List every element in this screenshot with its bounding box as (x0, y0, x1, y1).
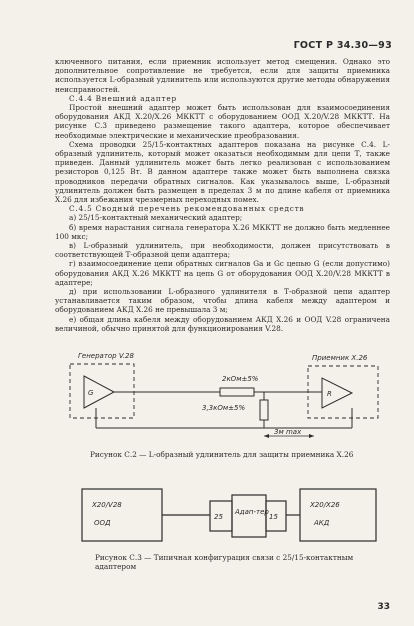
dte-box (82, 489, 162, 541)
paragraph-wiring: Схема проводки 25/15-контактных адаптеров показана на рисунке С.4. L-образный удлинитель, который может оказаться необходимым для цепи Т, также приведен. Данный удлинитель может быть легко реализован с использованием резисторов 0,125 Вт. В данном адаптере также может быть выполнена связка проводников передачи обратных сигналов. Как указывалось выше, L-образный удлинитель должен быть размещен в пределах 3 м по длине кабеля от приемника X.26 для избежания чрезмерных переходных помех. (55, 139, 390, 205)
connector-15-label: 15 (269, 513, 278, 521)
list-item-e: е) общая длина кабеля между оборудованием АКД X.26 и ООД V.28 ограничена величиной, обычно принятой для функционирования V.28. (55, 314, 390, 333)
paragraph-external-adapter: Простой внешний адаптер может быть использован для взаимосоединения оборудования АКД X.20/X.26 МККТТ с оборудованием ООД X.20/V.28 МККТТ. На рисунке С.3 приведено размещение такого адаптера, которое обеспечивает необходимые электрические и механические преобразования. (55, 103, 390, 140)
adapter-box (232, 495, 266, 537)
figure-adapter-config (60, 481, 380, 549)
page-header: ГОСТ Р 34.30—93 (293, 40, 392, 51)
section-heading-c44: С.4.4 Внешний адаптер (69, 93, 177, 103)
length-arrow-right (309, 434, 314, 438)
connector-25-label: 25 (214, 513, 223, 521)
dte-line2: ООД (94, 519, 111, 527)
figure-l-extender-diagram (52, 348, 390, 444)
list-item-g: г) взаимосоединение цепи обратных сигналов Ga и Gc цепью G (если допустимо) оборудования АКД X.26 МККТТ на цепь G от оборудования ООД X.20/V.28 МККТТ в адаптере; (55, 259, 390, 287)
dce-box (300, 489, 376, 541)
resistor-3k3-label: 3,3кОм±5% (202, 404, 246, 412)
receiver-label: Приемник X.26 (312, 354, 368, 362)
length-label: 3м max (274, 428, 302, 436)
figure2-caption: Рисунок С.3 — Типичная конфигурация связи с 25/15-контактным адаптером (95, 553, 354, 571)
dce-line1: X20/X26 (310, 501, 340, 509)
page-number: 33 (377, 602, 390, 612)
list-item-a: а) 25/15-контактный механический адаптер; (69, 213, 243, 223)
resistor-3k3 (260, 400, 268, 420)
length-arrow-left (264, 434, 269, 438)
section-heading-c45: С.4.5 Сводный перечень рекомендованных средств (69, 204, 305, 214)
list-item-b: б) время нарастания сигнала генератора X.26 МККТТ не должно быть медленнее 100 мкс; (55, 222, 390, 241)
dce-line2: АКД (314, 519, 330, 527)
generator-g-label: G (88, 389, 94, 397)
dte-line1: X20/V28 (92, 501, 122, 509)
list-item-v: в) L-образный удлинитель, при необходимости, должен присутствовать в соответствующей Т-образной цепи адаптера; (55, 241, 390, 260)
resistor-2k-label: 2кОм±5% (222, 375, 259, 383)
figure1-caption: Рисунок С.2 — L-образный удлинитель для защиты приемника X.26 (90, 450, 354, 459)
generator-label: Генератор V.28 (78, 352, 134, 360)
body-text (55, 57, 390, 333)
adapter-label: Адап-тер (235, 508, 269, 516)
resistor-2k (220, 388, 254, 396)
generator-box (70, 364, 134, 418)
receiver-r-label: R (327, 390, 332, 398)
list-item-d: д) при использовании L-образного удлинителя в Т-образной цепи адаптер устанавливается таким образом, чтобы длина кабеля между адаптером и оборудованием АКД X.26 не превышала 3 м; (55, 287, 390, 315)
paragraph-continuation: ключенного питания, если приемник использует метод смещения. Однако это дополнительное сопротивление не требуется, если для защиты приемника используется L-образный удлинитель или используются другие методы обнаружения неисправностей. (55, 57, 390, 94)
